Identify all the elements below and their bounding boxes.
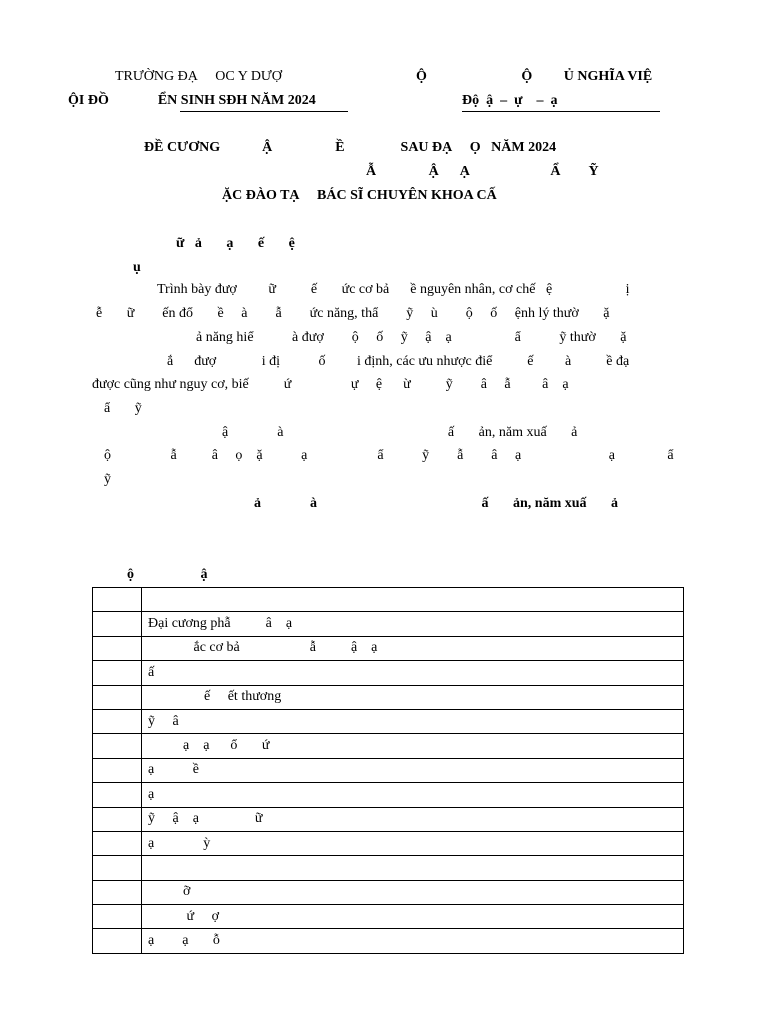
- row-number: [93, 905, 142, 929]
- table-row: [93, 807, 684, 831]
- row-content: ế ết thương: [142, 685, 684, 709]
- table-row: [93, 612, 684, 636]
- outline-table: [92, 587, 684, 954]
- row-number: [93, 661, 142, 685]
- header-school-name: TRƯỜNG ĐẠ OC Y DƯỢ: [115, 69, 282, 84]
- body-line: ộ ẫ â ọ ặ ạ ẩ ỹ ẫ â ạ ạ ẩ: [104, 448, 674, 463]
- table-row: [93, 758, 684, 782]
- row-content: [142, 856, 684, 880]
- header-national-title: Ộ Ộ Ủ NGHĨA VIỆ: [416, 69, 653, 84]
- section-heading: ữ ả ạ ế ệ: [176, 236, 295, 251]
- row-content: Đại cương phẫ â ạ: [142, 612, 684, 636]
- row-number: [93, 734, 142, 758]
- row-content: ạ: [142, 783, 684, 807]
- table-row: [93, 783, 684, 807]
- header-left-underline: [180, 111, 348, 112]
- table-row: [93, 734, 684, 758]
- document-title-line2: Ẫ Ậ Ạ Ẩ Ỹ: [366, 164, 599, 179]
- row-content: ạ ỳ: [142, 831, 684, 855]
- body-line: ỹ: [104, 472, 111, 487]
- row-content: ấ: [142, 661, 684, 685]
- row-content: ạ ề: [142, 758, 684, 782]
- row-number: [93, 783, 142, 807]
- row-content: [142, 588, 684, 612]
- table-row: [93, 831, 684, 855]
- document-title-line1: ĐỀ CƯƠNG Ậ Ề SAU ĐẠ Ọ NĂM 2024: [144, 140, 557, 155]
- table-row: [93, 661, 684, 685]
- body-line: ả à ấ ản, năm xuấ ả: [254, 496, 619, 511]
- sub-heading: ụ: [133, 260, 141, 275]
- row-number: [93, 758, 142, 782]
- row-number: [93, 880, 142, 904]
- row-number: [93, 588, 142, 612]
- table-row: [93, 685, 684, 709]
- body-line: ậ à ấ ản, năm xuấ ả: [222, 425, 578, 440]
- row-number: [93, 856, 142, 880]
- row-number: [93, 636, 142, 660]
- row-content: ỹ â: [142, 709, 684, 733]
- row-number: [93, 685, 142, 709]
- row-number: [93, 831, 142, 855]
- row-number: [93, 709, 142, 733]
- outline-heading: ộ ậ: [127, 567, 208, 582]
- document-title-line3: ẶC ĐÀO TẠ BÁC SĨ CHUYÊN KHOA CẤ: [222, 188, 497, 203]
- header-council-name: ỘI ĐỒ ỂN SINH SĐH NĂM 2024: [68, 93, 316, 108]
- body-line: ả năng hiể à đượ ộ ố ỹ ậ ạ ẩ ỹ thườ ặ: [196, 330, 627, 345]
- row-content: ứ ợ: [142, 905, 684, 929]
- header-right-underline: [462, 111, 660, 112]
- body-line: Trình bày đượ ữ ế ức cơ bả ề nguyên nhân, cơ chế ệ ị: [157, 282, 630, 297]
- row-content: ỡ: [142, 880, 684, 904]
- row-content: ỹ ậ ạ ữ: [142, 807, 684, 831]
- body-line: được cũng như nguy cơ, biế ứ ự ệ ừ ỹ â ẫ â ạ: [92, 377, 569, 392]
- table-row: [93, 929, 684, 953]
- row-content: ạ ạ ỗ: [142, 929, 684, 953]
- row-number: [93, 807, 142, 831]
- row-content: ắc cơ bả ẫ ậ ạ: [142, 636, 684, 660]
- row-content: ạ ạ ổ ứ: [142, 734, 684, 758]
- body-line: ễ ữ ến đổ ề à ẫ ức năng, thẩ ỹ ù ộ ố ệnh lý thườ ặ: [96, 306, 610, 321]
- row-number: [93, 929, 142, 953]
- table-row: [93, 856, 684, 880]
- table-row: [93, 905, 684, 929]
- table-row: [93, 588, 684, 612]
- table-row: [93, 636, 684, 660]
- row-number: [93, 612, 142, 636]
- body-line: ẩ ỹ: [104, 401, 142, 416]
- header-national-motto: Độ ậ – ự – ạ: [462, 93, 558, 108]
- table-row: [93, 880, 684, 904]
- table-row: [93, 709, 684, 733]
- body-line: ắ đượ i đị ố i định, các ưu nhược điể ế à ề đạ: [167, 354, 630, 369]
